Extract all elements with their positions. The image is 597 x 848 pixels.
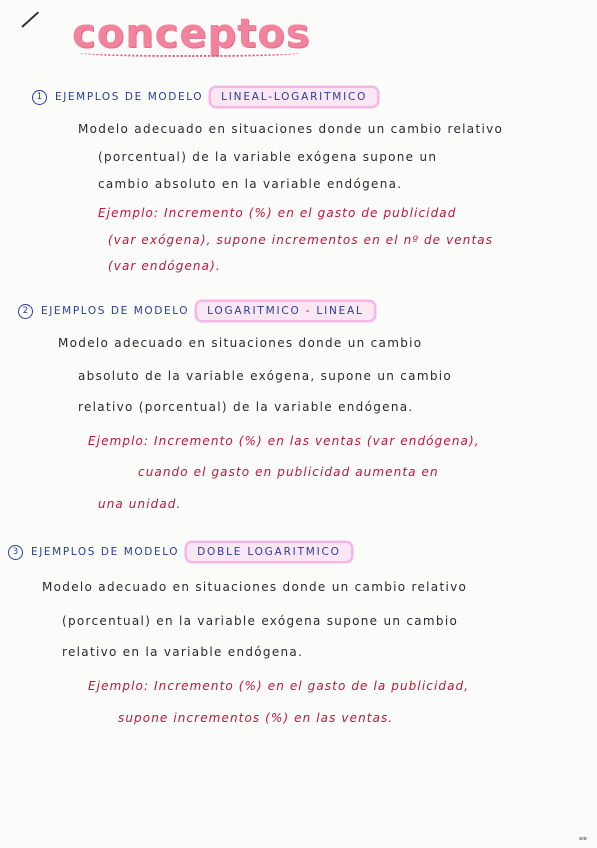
section-number: 2: [18, 304, 33, 319]
example-line: una unidad.: [98, 497, 182, 511]
section-1-heading: [32, 88, 377, 106]
example-line: Ejemplo: Incremento (%) en el gasto de la publicidad,: [88, 679, 470, 693]
model-type-tag: DOBLE LOGARITMICO: [187, 543, 351, 561]
example-line: supone incrementos (%) en las ventas.: [118, 711, 394, 725]
example-line: Ejemplo: Incremento (%) en el gasto de publicidad: [98, 206, 457, 220]
section-2-heading: [18, 302, 374, 320]
title-block: [72, 12, 311, 56]
body-line: Modelo adecuado en situaciones donde un cambio relativo: [78, 122, 504, 136]
section-3-heading: [8, 543, 351, 561]
section-number: 3: [8, 545, 23, 560]
model-type-tag: LINEAL-LOGARITMICO: [211, 88, 377, 106]
pen-stroke: [21, 12, 39, 28]
body-line: relativo (porcentual) de la variable endógena.: [78, 400, 414, 414]
example-line: (var endógena).: [108, 259, 221, 273]
example-line: (var exógena), supone incrementos en el nº de ventas: [108, 233, 494, 247]
title-underline: [80, 49, 300, 57]
section-number: 1: [32, 90, 47, 105]
example-line: Ejemplo: Incremento (%) en las ventas (var endógena),: [88, 434, 480, 448]
body-line: Modelo adecuado en situaciones donde un cambio: [58, 336, 423, 350]
section-label: EJEMPLOS DE MODELO: [31, 546, 180, 558]
model-type-tag: LOGARITMICO - LINEAL: [197, 302, 374, 320]
scanner-watermark: ▪▪: [578, 835, 587, 842]
section-label: EJEMPLOS DE MODELO: [41, 305, 190, 317]
example-line: cuando el gasto en publicidad aumenta en: [138, 465, 439, 479]
body-line: relativo en la variable endógena.: [62, 645, 304, 659]
section-label: EJEMPLOS DE MODELO: [55, 91, 204, 103]
body-line: (porcentual) en la variable exógena supone un cambio: [62, 614, 459, 628]
body-line: Modelo adecuado en situaciones donde un cambio relativo: [42, 580, 468, 594]
body-line: absoluto de la variable exógena, supone un cambio: [78, 369, 453, 383]
page-title: conceptos: [72, 11, 311, 57]
body-line: cambio absoluto en la variable endógena.: [98, 177, 403, 191]
body-line: (porcentual) de la variable exógena supone un: [98, 150, 438, 164]
